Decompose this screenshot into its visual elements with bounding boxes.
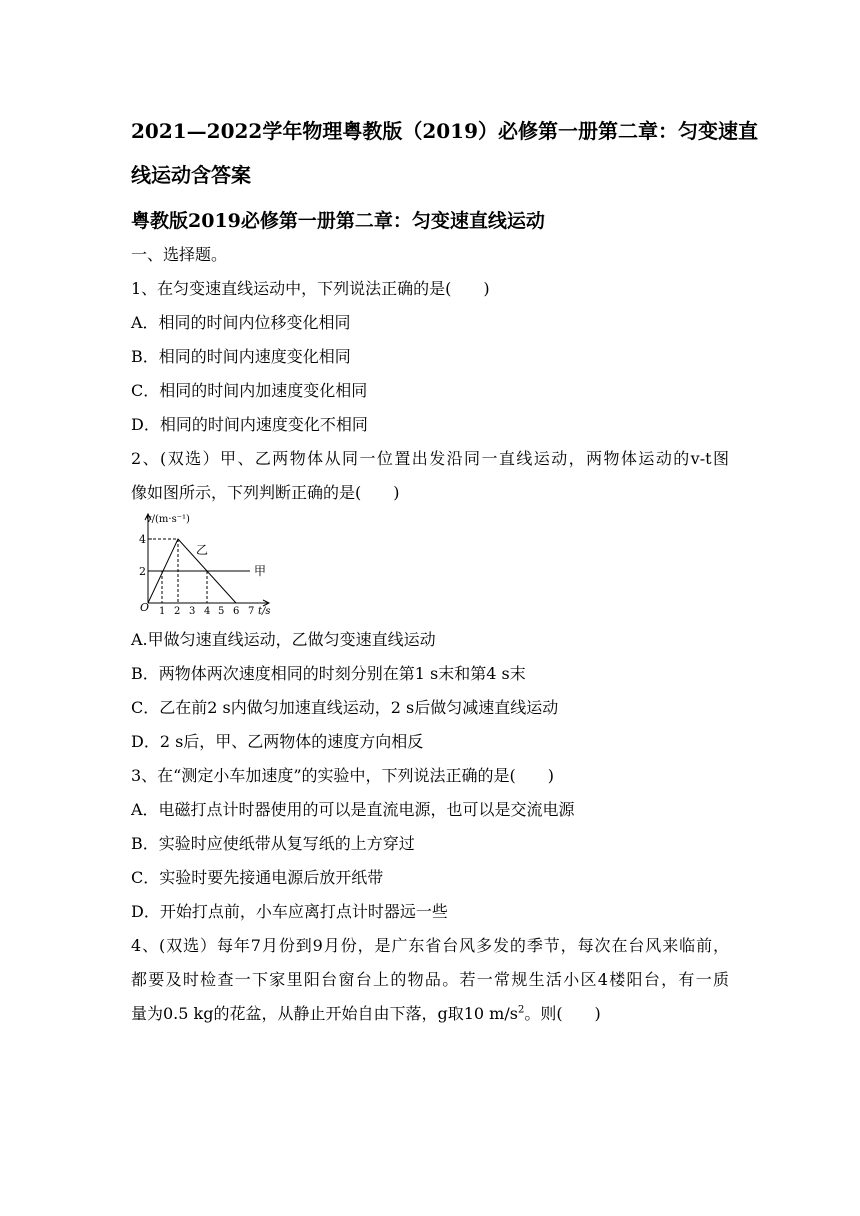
q3-option-c: C．实验时要先接通电源后放开纸带 [131,868,384,887]
q4-stem-line-1: 4、(双选）每年7月份到9月份，是广东省台风多发的季节，每次在台风来临前， [131,936,729,955]
graph-xtick-5: 5 [218,606,225,617]
graph-xtick-4: 4 [204,606,211,617]
graph-origin: O [140,601,150,614]
q3-stem: 3、在“测定小车加速度”的实验中，下列说法正确的是( ) [131,766,555,785]
graph-label-yi: 乙 [196,543,209,557]
q2-stem-line-1: 2、(双选）甲、乙两物体从同一位置出发沿同一直线运动，两物体运动的v-t图 [131,449,729,468]
q1-option-d: D．相同的时间内速度变化不相同 [131,415,368,434]
graph-ytick-4: 4 [139,533,146,546]
q3-option-a: A．电磁打点计时器使用的可以是直流电源，也可以是交流电源 [131,800,575,819]
graph-ytick-2: 2 [139,565,146,578]
q1-option-a: A．相同的时间内位移变化相同 [131,313,351,332]
q4-stem-line-3-end: 。则( ) [524,1004,601,1023]
graph-xtick-2: 2 [174,606,181,617]
q1-option-c: C．相同的时间内加速度变化相同 [131,381,368,400]
graph-xtick-1: 1 [159,606,166,617]
q4-exponent: 2 [517,1004,525,1016]
q2-option-a: A.甲做匀速直线运动，乙做匀变速直线运动 [131,630,436,649]
graph-xlabel: t/s [258,606,271,617]
graph-xtick-3: 3 [189,606,196,617]
document-title-line-1: 2021—2022学年物理粤教版（2019）必修第一册第二章：匀变速直 [131,119,758,143]
graph-xtick-7: 7 [248,606,255,617]
document-subtitle: 粤教版2019必修第一册第二章：匀变速直线运动 [131,210,545,232]
q2-stem-line-2: 像如图所示，下列判断正确的是( ) [131,483,400,502]
q1-option-b: B．相同的时间内速度变化相同 [131,347,351,366]
q3-option-b: B．实验时应使纸带从复写纸的上方穿过 [131,834,415,853]
q1-stem: 1、在匀变速直线运动中，下列说法正确的是( ) [131,279,490,298]
q2-option-d: D．2 s后，甲、乙两物体的速度方向相反 [131,732,424,751]
vt-graph [128,511,288,617]
q4-stem-line-3 [131,1003,601,1025]
q4-stem-line-3-text: 量为0.5 kg的花盆，从静止开始自由下落，g取10 m/s [131,1004,518,1023]
graph-ylabel: v/(m·s⁻¹) [146,514,190,525]
q3-option-d: D．开始打点前，小车应离打点计时器远一些 [131,902,448,921]
document-title-line-2: 线运动含答案 [131,163,251,187]
section-heading: 一、选择题。 [131,245,228,264]
q2-option-c: C．乙在前2 s内做匀加速直线运动，2 s后做匀减速直线运动 [131,698,559,717]
q4-stem-line-2: 都要及时检查一下家里阳台窗台上的物品。若一常规生活小区4楼阳台，有一质 [131,970,729,989]
q2-option-b: B．两物体两次速度相同的时刻分别在第1 s末和第4 s末 [131,664,526,683]
graph-xtick-6: 6 [233,606,240,617]
graph-label-jia: 甲 [254,564,267,578]
